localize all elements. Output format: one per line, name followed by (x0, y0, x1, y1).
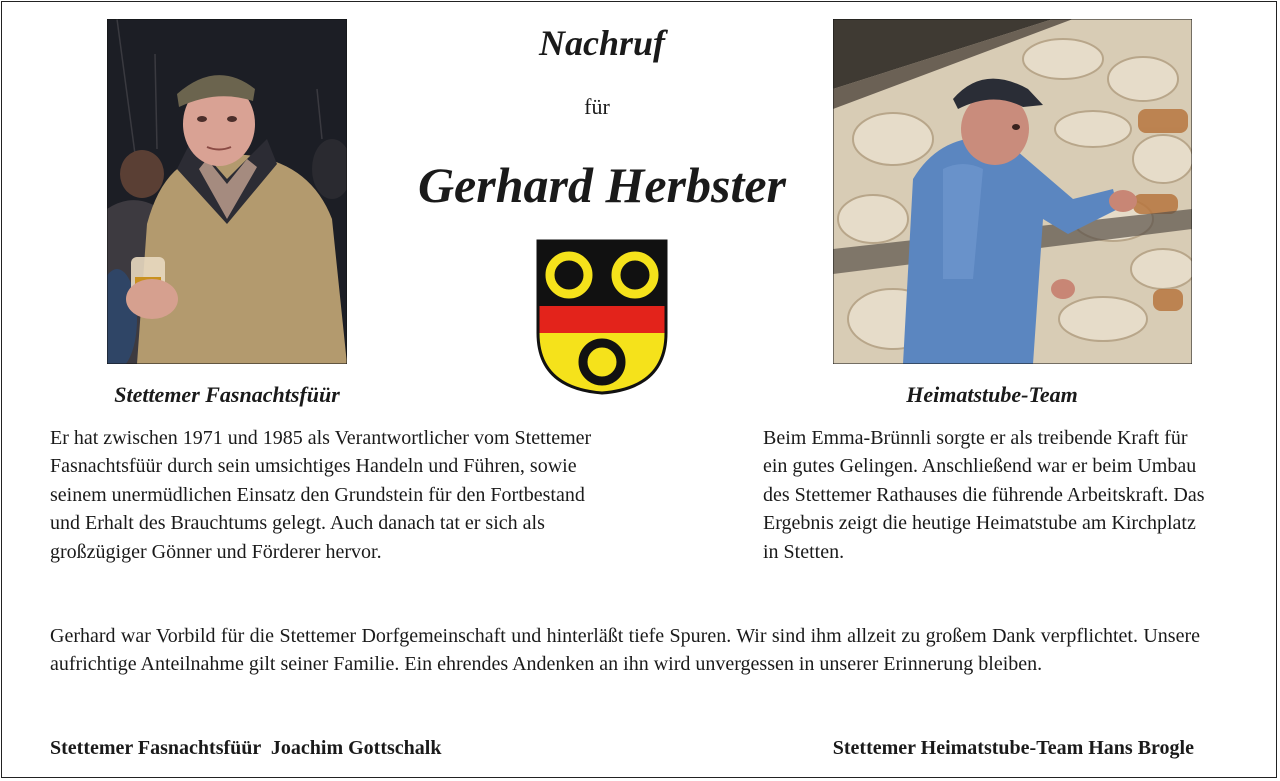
right-paragraph: Beim Emma-Brünnli sorgte er als treibende Kraft für ein gutes Gelingen. Anschließend war er beim Umbau des Stettemer Rathauses die führende Arbeitskraft. Das Ergebnis zeigt die heutige Heimatstube am Kirchplatz in Stetten. (763, 427, 1205, 563)
right-caption: Heimatstube-Team (906, 382, 1078, 407)
portrait-photo-icon (107, 19, 347, 364)
title-preposition: für (584, 94, 610, 119)
page-title: Nachruf (538, 23, 666, 63)
left-paragraph: Er hat zwischen 1971 und 1985 als Verantwortlicher vom Stettemer Fasnachtsfüür durch sein umsichtiges Handeln und Führen, sowie seinem unermüdlichen Einsatz den Grundstein für den Fortbestand und Erhalt des Brauchtums gelegt. Auch danach tat er sich als großzügiger Gönner und Förderer hervor. (50, 427, 592, 563)
page-frame (1, 1, 1277, 778)
worker-photo-icon (833, 19, 1192, 364)
signature-right: Stettemer Heimatstube-Team Hans Brogle (832, 737, 1194, 759)
coat-of-arms-icon (535, 238, 669, 396)
signature-left: Stettemer Fasnachtsfüür Joachim Gottschalk (50, 737, 442, 759)
left-caption: Stettemer Fasnachtsfüür (114, 382, 340, 407)
closing-paragraph: Gerhard war Vorbild für die Stettemer Dorfgemeinschaft und hinterläßt tiefe Spuren. Wir sind ihm allzeit zu großem Dank verpflichtet. Unsere aufrichtige Anteilnahme gilt seiner Familie. Ein ehrendes Andenken an ihn wird unvergessen in unserer Erinnerung bleiben. (50, 625, 1200, 676)
deceased-name: Gerhard Herbster (417, 157, 787, 213)
